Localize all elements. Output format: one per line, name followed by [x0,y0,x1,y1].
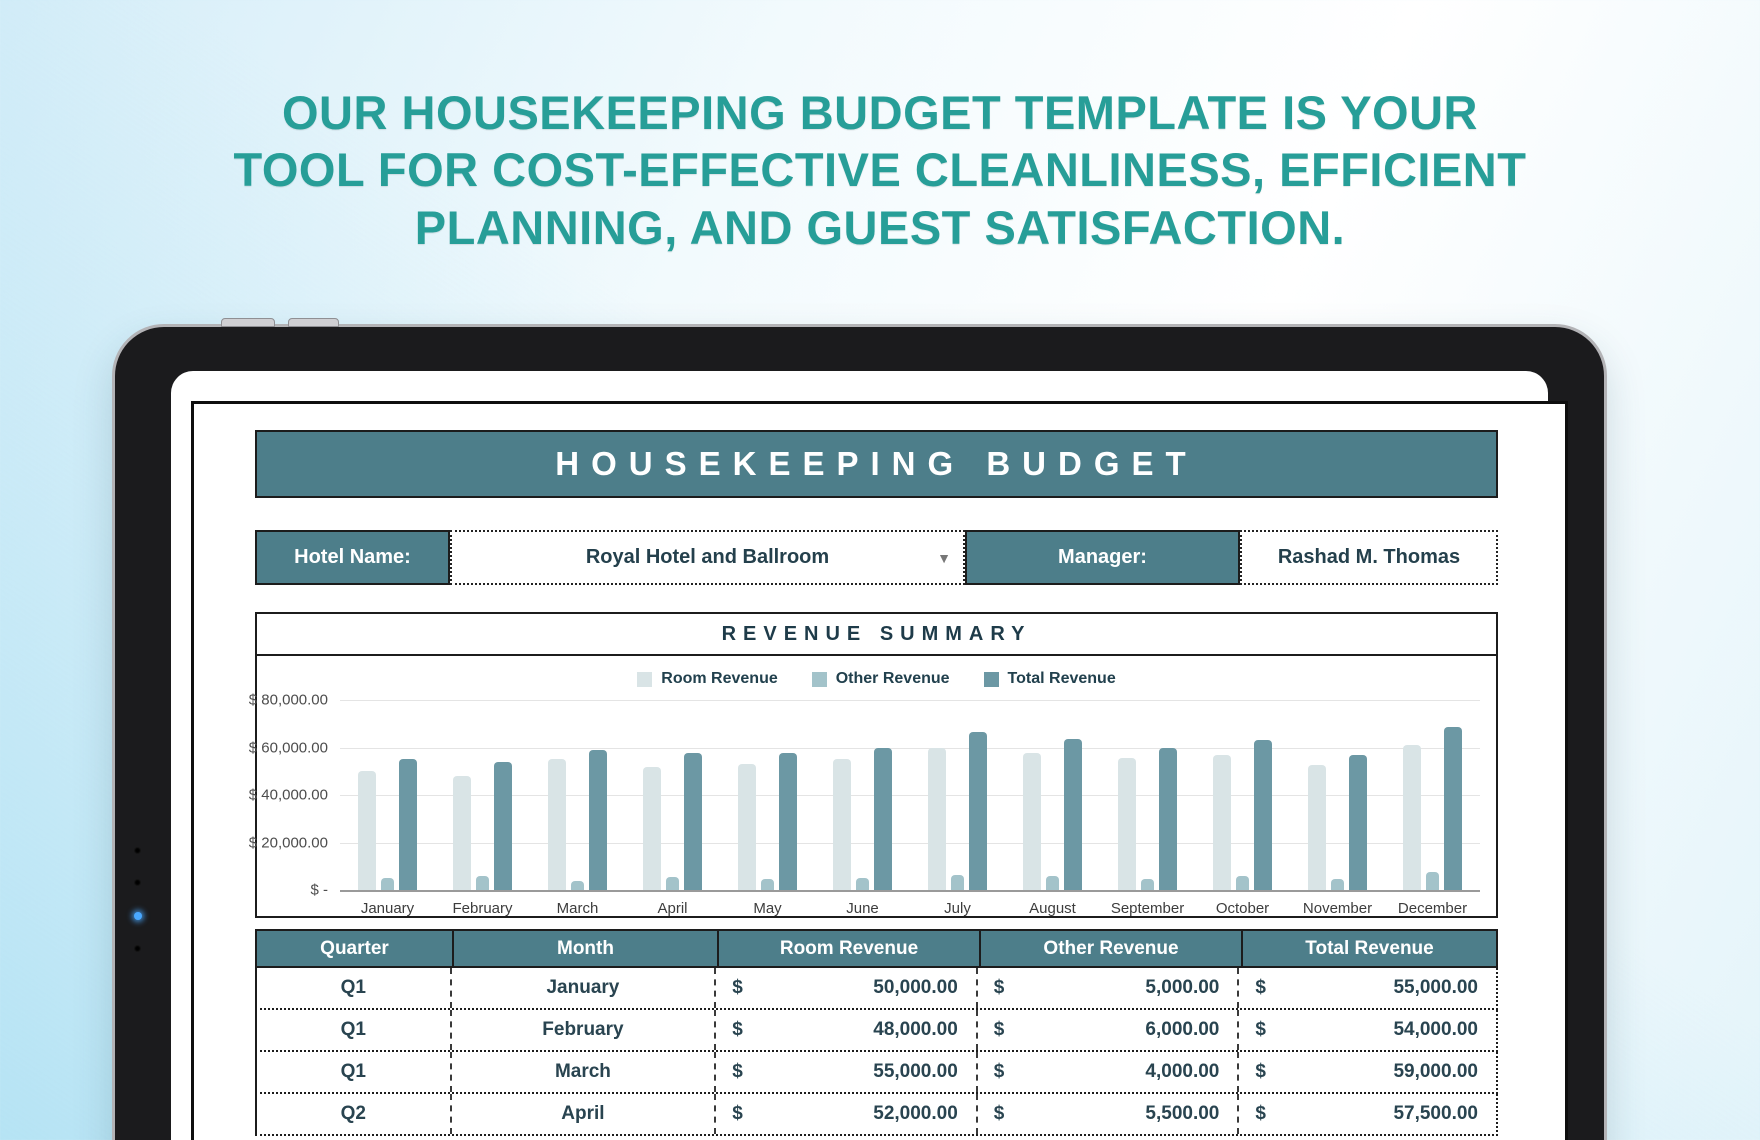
x-axis-month-label: August [1029,900,1076,917]
x-axis-month-label: January [360,900,415,917]
currency-symbol: $ [1255,1061,1266,1082]
bar-group-january [357,700,419,917]
other-revenue-bar [666,877,679,890]
table-cell-quarter[interactable]: Q1 [340,1019,366,1040]
headline-line-3: PLANNING, AND GUEST SATISFACTION. [414,200,1346,254]
table-cell-room-revenue[interactable] [714,1052,976,1092]
bars [737,700,799,890]
bar-group-may [737,700,799,917]
other-revenue-bar [1236,876,1249,890]
bars [357,700,419,890]
chart-title: REVENUE SUMMARY [257,614,1496,656]
revenue-summary-panel [248,612,1498,918]
table-header-other-revenue: Other Revenue [979,931,1241,966]
other-revenue-bar [761,879,774,890]
bar-group-february [452,700,514,917]
x-axis-month-label: June [846,900,879,917]
bars [1212,700,1274,890]
total-revenue-bar [1444,727,1462,890]
legend-swatch-icon [637,672,652,687]
bars [452,700,514,890]
amount-value: 55,000.00 [873,1061,958,1082]
amount-value: 5,500.00 [1145,1103,1220,1124]
currency-symbol: $ [732,1061,743,1082]
currency-symbol: $ [1255,1019,1266,1040]
room-revenue-bar [1118,758,1136,890]
legend-item [984,670,1116,688]
total-revenue-bar [969,732,987,890]
bezel-camera-dot [134,912,142,920]
table-cell-quarter[interactable]: Q1 [340,977,366,998]
table-cell-other-revenue[interactable] [976,1052,1238,1092]
bar-group-march [547,700,609,917]
hotel-name-label: Hotel Name: [255,530,450,585]
table-cell-total-revenue[interactable] [1237,1094,1496,1134]
table-cell-month[interactable]: February [450,1010,715,1050]
legend-item [812,670,950,688]
bars [547,700,609,890]
currency-symbol: $ [993,1103,1005,1124]
y-axis-tick-label: $ 20,000.00 [248,834,328,851]
table-row [255,1052,1498,1094]
other-revenue-bar [476,876,489,890]
bars [927,700,989,890]
x-axis-month-label: November [1302,900,1373,917]
manager-label: Manager: [965,530,1240,585]
table-cell-total-revenue[interactable] [1237,1052,1496,1092]
total-revenue-bar [1349,755,1367,890]
bar-group-september [1110,700,1185,917]
legend-label: Other Revenue [835,670,950,687]
bars [1117,700,1179,890]
total-revenue-bar [494,762,512,890]
total-revenue-bar [589,750,607,890]
total-revenue-bar [779,753,797,890]
bar-group-august [1022,700,1084,917]
y-axis-tick-label: $ 80,000.00 [248,691,328,709]
legend-label: Total Revenue [1007,670,1116,687]
legend-swatch-icon [812,672,827,687]
table-cell-month[interactable]: April [450,1094,715,1134]
room-revenue-bar [358,771,376,890]
currency-symbol: $ [732,1103,743,1124]
chart-baseline [340,890,1480,892]
currency-symbol: $ [732,977,743,998]
other-revenue-bar [1426,872,1439,890]
total-revenue-bar [1064,739,1082,890]
currency-symbol: $ [993,1019,1005,1040]
marketing-headline [0,84,1760,256]
y-axis-tick-label: $ 60,000.00 [248,739,328,756]
legend-label: Room Revenue [661,670,778,687]
currency-symbol: $ [732,1019,743,1040]
table-row [255,968,1498,1010]
room-revenue-bar [1213,755,1231,890]
total-revenue-bar [399,759,417,890]
room-revenue-bar [738,764,756,890]
room-revenue-bar [643,767,661,891]
currency-symbol: $ [1255,977,1266,998]
amount-value: 5,000.00 [1145,977,1220,998]
table-cell-other-revenue[interactable] [976,1094,1238,1134]
tablet-frame [112,324,1607,1140]
manager-value-cell[interactable]: Rashad M. Thomas [1240,530,1498,585]
tablet-screen [171,371,1548,1140]
amount-value: 54,000.00 [1393,1019,1478,1040]
total-revenue-bar [1159,748,1177,891]
total-revenue-bar [684,753,702,890]
bars [1307,700,1369,890]
x-axis-month-label: May [753,900,782,917]
table-cell-other-revenue[interactable] [976,1010,1238,1050]
table-header-quarter: Quarter [320,937,389,959]
x-axis-month-label: February [452,900,513,917]
bar-group-november [1302,700,1373,917]
headline-line-2: TOOL FOR COST-EFFECTIVE CLEANLINESS, EFFICIENT [233,143,1527,197]
tablet-volume-button [221,318,275,327]
table-row [255,1010,1498,1052]
y-axis-tick-label: $ - [310,881,328,899]
x-axis-month-label: March [556,900,599,917]
x-axis-month-label: September [1110,900,1185,917]
revenue-bar-chart [248,691,1480,917]
bars [1022,700,1084,890]
spreadsheet-page [191,401,1568,1140]
other-revenue-bar [1046,876,1059,890]
x-axis-month-label: July [944,900,971,917]
budget-table [255,929,1498,1136]
x-axis-month-label: December [1397,900,1468,917]
legend-swatch-icon [984,672,999,687]
bars [832,700,894,890]
hotel-name-dropdown[interactable] [450,530,965,585]
table-cell-total-revenue[interactable] [1237,1010,1496,1050]
bezel-dot [134,945,141,952]
bar-group-july [927,700,989,917]
other-revenue-bar [1331,879,1344,890]
headline-line-1: OUR HOUSEKEEPING BUDGET TEMPLATE IS YOUR [282,86,1478,139]
bar-groups [340,700,1480,917]
other-revenue-bar [1141,879,1154,890]
bar-group-april [642,700,704,917]
other-revenue-bar [856,878,869,890]
sheet-title-bar: HOUSEKEEPING BUDGET [255,430,1498,498]
sheet-info-row [194,530,1565,585]
table-cell-room-revenue[interactable] [714,968,976,1008]
room-revenue-bar [1403,745,1421,890]
table-header-total-revenue: Total Revenue [1241,931,1496,966]
tablet-volume-button [288,318,339,327]
chart-legend [257,670,1496,688]
table-cell-other-revenue[interactable] [976,968,1238,1008]
amount-value: 50,000.00 [873,977,958,998]
hotel-name-value: Royal Hotel and Ballroom [585,546,830,568]
table-cell-room-revenue[interactable] [714,1010,976,1050]
table-cell-quarter[interactable]: Q2 [340,1103,366,1124]
bezel-dot [134,847,141,854]
currency-symbol: $ [1255,1103,1266,1124]
total-revenue-bar [1254,740,1272,890]
amount-value: 57,500.00 [1393,1103,1478,1124]
table-header-room-revenue: Room Revenue [717,931,979,966]
amount-value: 48,000.00 [873,1019,958,1040]
other-revenue-bar [381,878,394,890]
table-cell-room-revenue[interactable] [714,1094,976,1134]
bars [642,700,704,890]
amount-value: 59,000.00 [1393,1061,1478,1082]
table-cell-total-revenue[interactable] [1237,968,1496,1008]
dropdown-arrow-icon[interactable]: ▼ [937,549,951,566]
bezel-dot [134,879,141,886]
total-revenue-bar [874,748,892,891]
currency-symbol: $ [993,1061,1005,1082]
room-revenue-bar [1023,753,1041,890]
room-revenue-bar [548,759,566,890]
y-axis-tick-label: $ 40,000.00 [248,786,328,804]
room-revenue-bar [1308,765,1326,890]
amount-value: 55,000.00 [1393,977,1478,998]
table-row [255,1094,1498,1136]
bar-group-december [1397,700,1468,917]
currency-symbol: $ [993,977,1005,998]
bar-group-october [1212,700,1274,917]
table-cell-quarter[interactable]: Q1 [340,1061,366,1082]
amount-value: 6,000.00 [1145,1019,1220,1040]
amount-value: 4,000.00 [1145,1061,1220,1082]
other-revenue-bar [951,875,964,890]
table-cell-month[interactable]: January [450,968,715,1008]
room-revenue-bar [453,776,471,890]
room-revenue-bar [833,759,851,890]
table-header-month: Month [452,931,717,966]
legend-item [637,670,777,688]
bar-group-june [832,700,894,917]
room-revenue-bar [928,748,946,891]
x-axis-month-label: October [1215,900,1270,917]
table-cell-month[interactable]: March [450,1052,715,1092]
table-header-row [255,929,1498,968]
other-revenue-bar [571,881,584,891]
x-axis-month-label: April [657,900,688,917]
amount-value: 52,000.00 [873,1103,958,1124]
bars [1402,700,1464,890]
table-body [255,968,1498,1136]
